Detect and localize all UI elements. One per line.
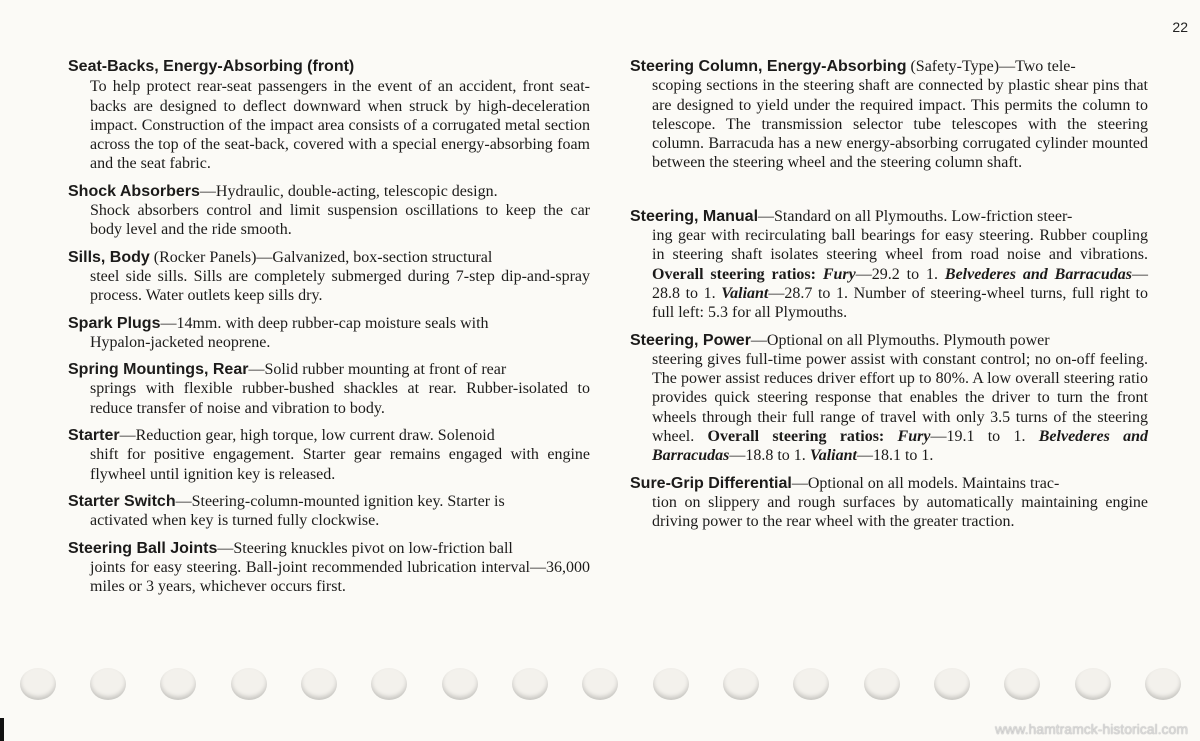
edge-mark <box>0 718 4 741</box>
binder-hole <box>512 668 548 700</box>
entry-text: Shock absorbers control and limit suspension oscillations to keep the car body level and the ride smooth. <box>90 202 590 239</box>
entry-text: joints for easy steering. Ball-joint recommended lubrication interval—36,000 miles or 3 years, whichever occurs first. <box>90 558 590 596</box>
ratio-value: —18.1 to 1. <box>856 447 934 465</box>
entry-text: springs with flexible rubber-bushed shackles at rear. Rubber-isolated to reduce transfer of noise and vibration to body. <box>90 380 590 417</box>
entry-text: scoping sections in the steering shaft are connected by plastic shear pins that are designed to yield under the required impact. This permits the column to telescope. The transmission selector tube telescopes with the steering column. Barracuda has a new energy-absorbing corrugated cylinder mounted between the steering wheel and the steering column shaft. <box>652 77 1148 172</box>
binder-hole <box>1145 668 1181 700</box>
entry-term: Starter <box>68 427 120 445</box>
ratios-label: Overall steering ratios: <box>707 428 898 446</box>
entry-term: Sills, Body <box>68 248 150 266</box>
ratio-value: —19.1 to 1. <box>930 428 1039 446</box>
text-part: ing gear with recirculating ball bearings for easy steering. Rubber coupling in steering shaft isolates steering wheel from road noise and vibrations. <box>652 227 1148 264</box>
binder-hole <box>1004 668 1040 700</box>
entry-spark-plugs <box>68 314 590 353</box>
entry-first: —Steering-column-mounted ignition key. Starter is <box>175 492 505 510</box>
entry-first: (Rocker Panels)—Galvanized, box-section structural <box>149 248 493 266</box>
entry-spring-mountings <box>68 360 590 418</box>
entry-text <box>630 350 1148 466</box>
entry-seat-backs <box>68 57 590 174</box>
entry-term: Steering Ball Joints <box>68 539 218 557</box>
entry-firstline <box>68 182 590 201</box>
entry-steering-column <box>630 57 1148 173</box>
model-fury: Fury <box>822 265 856 283</box>
binder-hole <box>442 668 478 700</box>
ratios-label: Overall steering ratios: <box>652 265 823 283</box>
entry-term: Steering Column, Energy-Absorbing <box>630 58 907 75</box>
entry-starter-switch <box>68 492 590 531</box>
entry-firstline <box>68 360 590 379</box>
entry-steering-manual <box>630 207 1148 323</box>
entry-firstline <box>630 207 1148 226</box>
entry-term: Starter Switch <box>68 492 176 510</box>
entry-first: (Safety-Type)—Two tele- <box>906 58 1076 75</box>
binder-hole <box>653 668 689 700</box>
binder-hole <box>90 668 126 700</box>
entry-term: Spark Plugs <box>68 314 161 332</box>
binder-hole <box>582 668 618 700</box>
entry-sills-body <box>68 248 590 306</box>
entry-firstline <box>630 331 1148 350</box>
entry-sure-grip <box>630 474 1148 532</box>
entry-text: activated when key is turned fully clockwise. <box>90 512 380 530</box>
entry-first: —Hydraulic, double-acting, telescopic design. <box>199 182 498 200</box>
binder-hole <box>20 668 56 700</box>
ratio-value: —28.7 to 1. <box>768 284 849 302</box>
entry-firstline <box>68 248 590 267</box>
entry-text: steel side sills. Sills are completely submerged during 7-step dip-and-spray process. Water outlets keep sills dry. <box>90 267 590 305</box>
entry-text <box>630 226 1148 322</box>
binder-hole <box>160 668 196 700</box>
binder-hole <box>793 668 829 700</box>
watermark: www.hamtramck-historical.com <box>995 721 1188 737</box>
entry-firstline <box>68 492 590 511</box>
model-belvederes-barracudas: Belvederes and Barracudas <box>944 265 1133 283</box>
text-part: steering gives full-time power assist with constant control; no on-off feeling. The power assist reduces driver effort up to 80%. A low overall steering ratio provides quick steering response that enables the driver to turn the front wheels through their full range of travel with only 3.5 turns of the steering wheel. <box>652 350 1148 446</box>
model-valiant: Valiant <box>721 284 769 302</box>
page-number: 22 <box>1172 19 1188 35</box>
binder-hole <box>934 668 970 700</box>
entry-firstline <box>630 474 1148 493</box>
entry-first: —Steering knuckles pivot on low-friction ball <box>217 539 513 557</box>
entry-steering-power <box>630 331 1148 466</box>
ratio-value: —18.8 to 1. <box>729 447 810 465</box>
entry-steering-ball-joints <box>68 539 590 597</box>
entry-starter <box>68 426 590 484</box>
right-column <box>630 57 1148 540</box>
spacer <box>630 181 1148 207</box>
entry-first: —Optional on all Plymouths. Plymouth power <box>750 331 1050 349</box>
entry-first: —Standard on all Plymouths. Low-friction steer- <box>758 207 1073 225</box>
entry-term: Steering, Power <box>630 331 751 349</box>
binder-hole <box>1075 668 1111 700</box>
entry-first: —14mm. with deep rubber-cap moisture seals with <box>160 314 489 332</box>
binder-hole <box>231 668 267 700</box>
entry-firstline <box>630 57 1148 76</box>
ratio-value: —28.8 to 1. <box>652 265 1149 302</box>
entry-first: —Optional on all models. Maintains trac- <box>791 474 1060 492</box>
ratio-value: —29.2 to 1. <box>855 265 945 283</box>
model-valiant: Valiant <box>809 447 857 465</box>
entry-term: Spring Mountings, Rear <box>68 361 249 379</box>
entry-text: tion on slippery and rough surfaces by automatically maintaining engine driving power to the rear wheel with the greater traction. <box>652 493 1148 531</box>
entry-first: —Solid rubber mounting at front of rear <box>248 361 507 379</box>
entry-shock-absorbers <box>68 182 590 240</box>
entry-term: Steering, Manual <box>630 207 759 225</box>
entry-term: Sure-Grip Differential <box>630 474 792 492</box>
model-fury: Fury <box>897 428 931 446</box>
model-belvederes-barracudas: Belvederes and Barracudas <box>652 428 1149 465</box>
text-part: Number of steering-wheel turns, full right to full left: 5.3 for all Plymouths. <box>652 284 1148 322</box>
entry-firstline <box>68 314 590 333</box>
left-column <box>68 57 590 604</box>
entry-firstline <box>68 539 590 558</box>
binder-hole <box>371 668 407 700</box>
binder-hole <box>723 668 759 700</box>
binder-hole <box>301 668 337 700</box>
entry-first: —Reduction gear, high torque, low current draw. Solenoid <box>119 427 495 445</box>
entry-text: shift for positive engagement. Starter gear remains engaged with engine flywheel until ignition key is released. <box>90 446 590 483</box>
binder-hole <box>864 668 900 700</box>
binder-holes <box>20 668 1190 708</box>
entry-text: Hypalon-jacketed neoprene. <box>90 333 271 351</box>
entry-firstline <box>68 426 590 445</box>
entry-text: To help protect rear-seat passengers in the event of an accident, front seat-backs are designed to deflect downward when struck by high-deceleration impact. Construction of the impact area consists of a corrugated metal section across the top of the seat-back, covered with a special energy-absorbing foam and the seat fabric. <box>90 78 590 173</box>
entry-term: Seat-Backs, Energy-Absorbing (front) <box>68 58 355 75</box>
entry-term: Shock Absorbers <box>68 182 200 200</box>
